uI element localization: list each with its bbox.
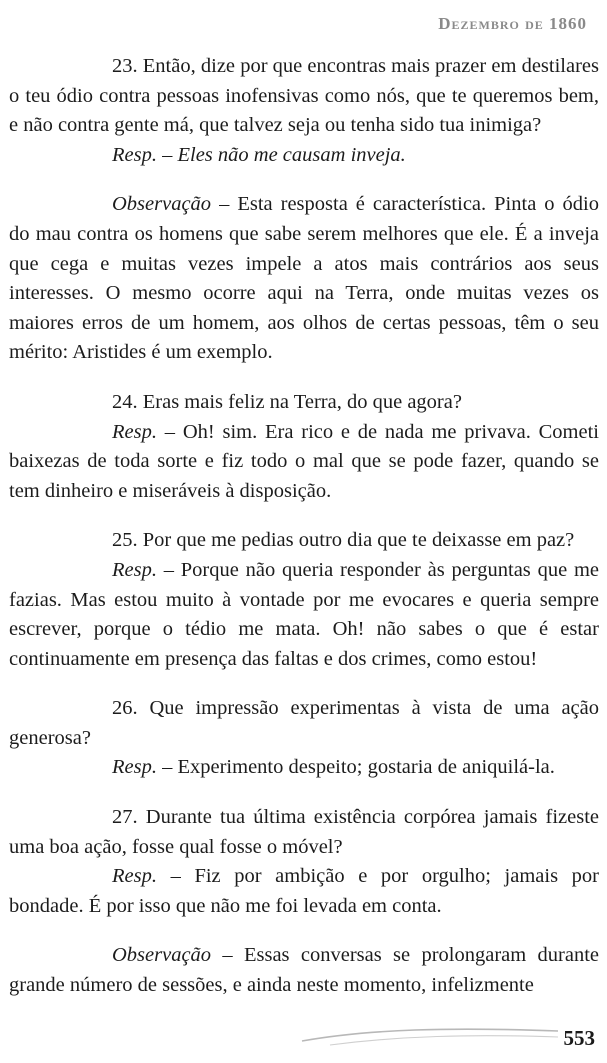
observation-label: Observação – [112, 944, 233, 967]
question-27: 27. Durante tua última existência corpórea jamais fizeste uma boa ação, fosse qual fosse o móvel? [9, 806, 599, 858]
question-25: 25. Por que me pedias outro dia que te deixasse em paz? [112, 529, 575, 552]
answer-23 [9, 141, 599, 171]
page-footer [0, 1017, 607, 1063]
swoosh-ornament-icon [300, 1023, 560, 1049]
question-23: 23. Então, dize por que encontras mais prazer em destilares o teu ódio contra pessoas inofensivas como nós, que te queremos bem, e não contra gente má, que talvez seja ou tenha sido tua inimiga? [9, 55, 599, 137]
answer-text: Porque não queria responder às perguntas que me fazias. Mas estou muito à vontade por me evocares e queria sempre escrever, porque o tédio me mata. Oh! não sabes o que é estar continuamente em presença das faltas e dos crimes, como estou! [9, 558, 599, 670]
answer-25 [9, 556, 599, 674]
resp-label: Resp. – [112, 865, 181, 888]
observation-text: Esta resposta é característica. Pinta o ódio do mau contra os homens que sabe serem melhores que ele. É a inveja que cega e muitas vezes impele a atos mais contrários aos seus interesses. O mesmo ocorre aqui na Terra, onde muitas vezes os maiores erros de um homem, aos olhos de certas pessoas, têm o seu mérito: Aristides é um exemplo. [9, 193, 599, 364]
observation-label: Observação – [112, 193, 230, 216]
resp-label: Resp. – [112, 756, 173, 779]
answer-text: Oh! sim. Era rico e de nada me privava. Cometi baixezas de toda sorte e fiz todo o mal que se pode fazer, quando se tem dinheiro e miseráveis à disposição. [9, 420, 599, 502]
answer-26 [9, 753, 599, 783]
resp-label: Resp. – [112, 558, 174, 581]
answer-text: Experimento despeito; gostaria de aniquilá-la. [177, 756, 555, 779]
observation-1 [9, 190, 599, 368]
running-header: Dezembro de 1860 [438, 14, 587, 33]
observation-2 [9, 941, 599, 1000]
answer-27 [9, 862, 599, 921]
answer-text: Eles não me causam inveja. [177, 143, 406, 166]
answer-text: Fiz por ambição e por orgulho; jamais por bondade. É por isso que não me foi levada em conta. [9, 865, 599, 917]
page-body [9, 52, 599, 1001]
page-number: 553 [563, 1026, 595, 1050]
observation-text: Essas conversas se prolongaram durante grande número de sessões, e ainda neste momento, infelizmente [9, 944, 599, 997]
resp-label: Resp. – [112, 143, 173, 166]
question-24: 24. Eras mais feliz na Terra, do que agora? [112, 390, 462, 413]
answer-24 [9, 418, 599, 507]
question-26: 26. Que impressão experimentas à vista de uma ação generosa? [9, 697, 599, 749]
resp-label: Resp. – [112, 420, 176, 443]
